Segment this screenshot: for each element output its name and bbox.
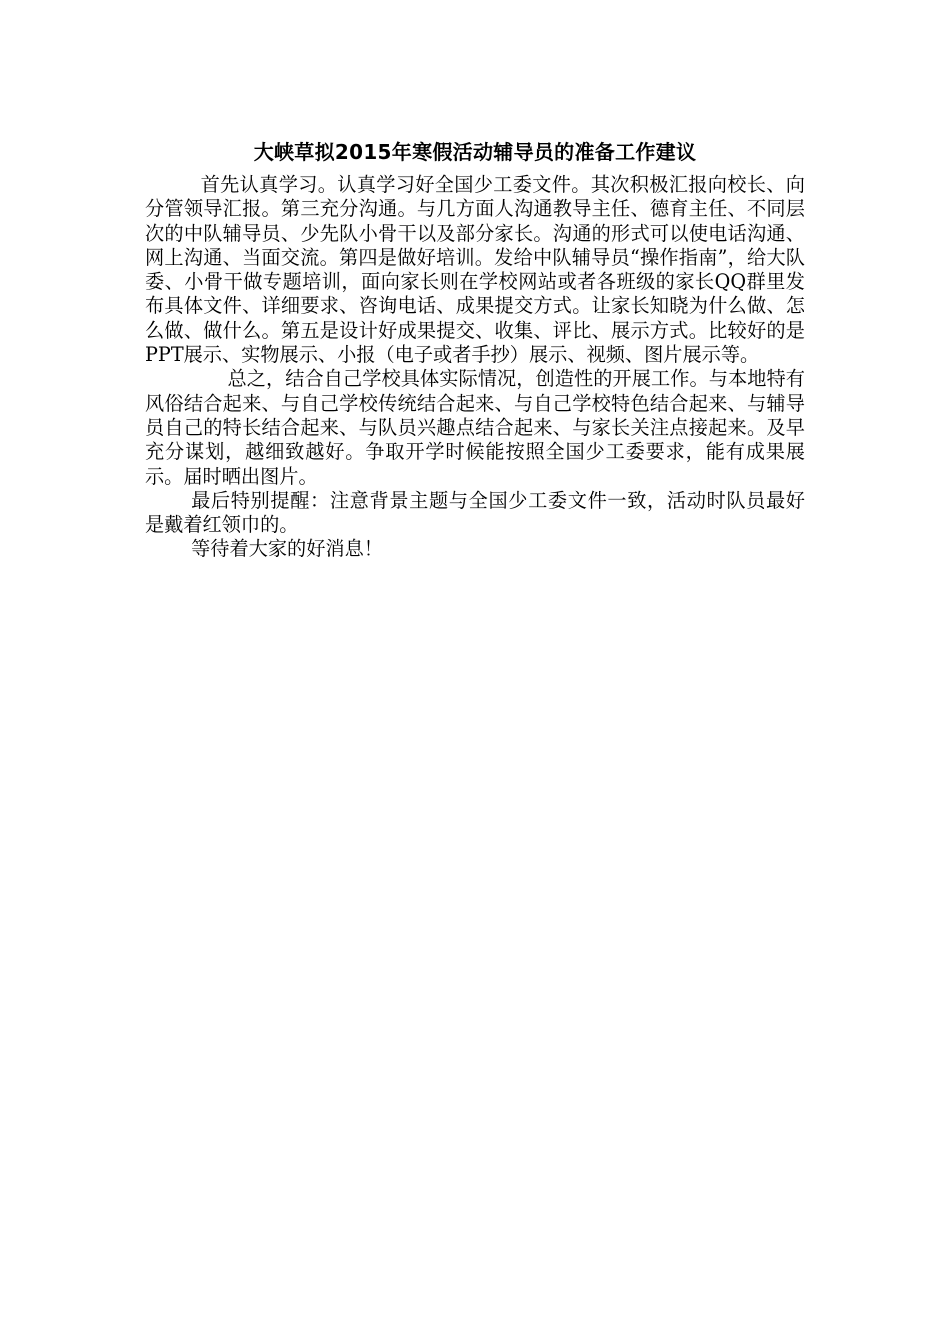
paragraph-preparation-steps: 首先认真学习。认真学习好全国少工委文件。其次积极汇报向校长、向分管领导汇报。第三充分沟通。与几方面人沟通教导主任、德育主任、不同层次的中队辅导员、少先队小骨干以及部分家长。沟通的形式可以使电话沟通、网上沟通、当面交流。第四是做好培训。发给中队辅导员“操作指南”，给大队委、小骨干做专题培训，面向家长则在学校网站或者各班级的家长QQ群里发布具体文件、详细要求、咨询电话、成果提交方式。让家长知晓为什么做、怎么做、做什么。第五是设计好成果提交、收集、评比、展示方式。比较好的是PPT展示、实物展示、小报（电子或者手抄）展示、视频、图片展示等。 — [145, 173, 805, 367]
paragraph-final-reminder: 最后特别提醒：注意背景主题与全国少工委文件一致，活动时队员最好是戴着红领巾的。 — [145, 488, 805, 537]
paragraph-summary: 总之，结合自己学校具体实际情况，创造性的开展工作。与本地特有风俗结合起来、与自己学校传统结合起来、与自己学校特色结合起来、与辅导员自己的特长结合起来、与队员兴趣点结合起来、与家长关注点接起来。及早充分谋划，越细致越好。争取开学时候能按照全国少工委要求，能有成果展示。届时晒出图片。 — [145, 367, 805, 488]
document-body — [145, 137, 805, 562]
paragraph-closing: 等待着大家的好消息！ — [191, 537, 383, 561]
document-title: 大峡草拟2015年寒假活动辅导员的准备工作建议 — [253, 140, 697, 164]
